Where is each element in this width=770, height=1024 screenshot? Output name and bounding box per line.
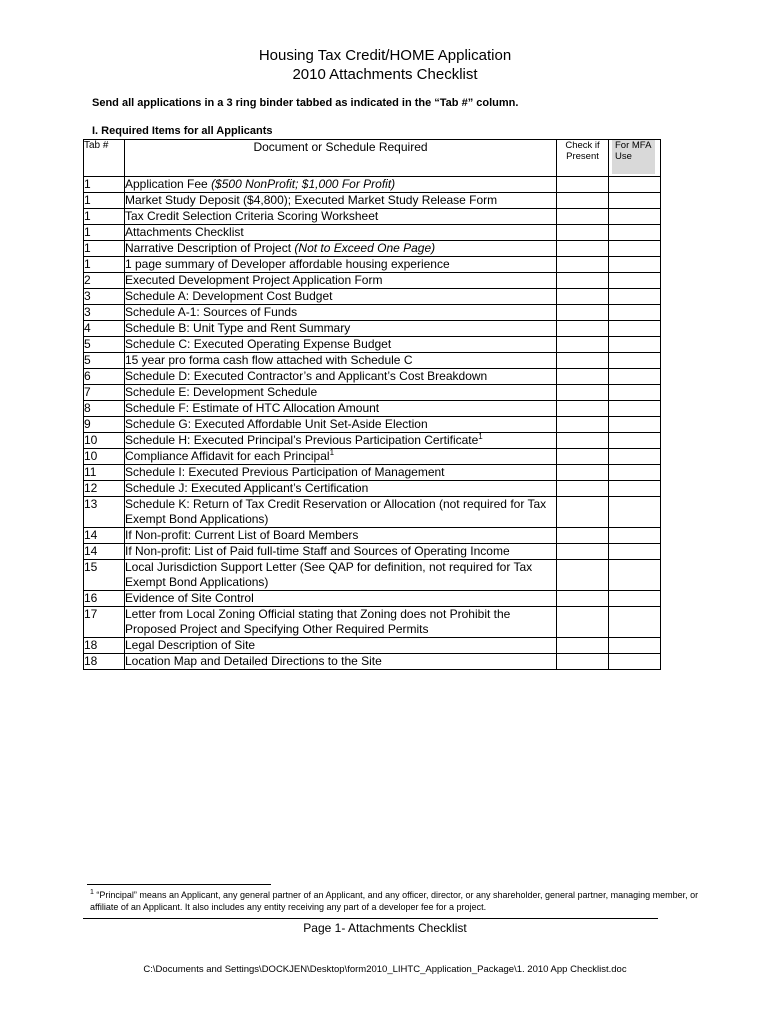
- tab-number: 17: [84, 607, 125, 638]
- table-row: [84, 225, 661, 241]
- mfa-use-cell[interactable]: [609, 321, 661, 337]
- table-row: [84, 465, 661, 481]
- mfa-use-cell[interactable]: [609, 497, 661, 528]
- document-requirement: [125, 497, 557, 528]
- check-if-present-cell[interactable]: [557, 607, 609, 638]
- document-requirement: [125, 481, 557, 497]
- document-requirement: [125, 177, 557, 193]
- table-row: [84, 257, 661, 273]
- document-requirement: [125, 638, 557, 654]
- check-if-present-cell[interactable]: [557, 638, 609, 654]
- mfa-use-cell[interactable]: [609, 273, 661, 289]
- requirement-text: Evidence of Site Control: [125, 591, 254, 605]
- table-row: [84, 321, 661, 337]
- check-if-present-cell[interactable]: [557, 225, 609, 241]
- document-subtitle: 2010 Attachments Checklist: [292, 66, 478, 83]
- table-row: [84, 591, 661, 607]
- mfa-use-cell[interactable]: [609, 353, 661, 369]
- footnote-separator: [87, 884, 271, 885]
- tab-number: 10: [84, 449, 125, 465]
- mfa-use-cell[interactable]: [609, 193, 661, 209]
- section-heading: I. Required Items for all Applicants: [92, 125, 273, 137]
- file-path: C:\Documents and Settings\DOCKJEN\Desktop\form2010_LIHTC_Application_Package\1. 2010 App Checklist.doc: [143, 964, 627, 975]
- document-requirement: [125, 449, 557, 465]
- footnote-reference: 1: [329, 448, 335, 457]
- requirement-text: Schedule C: Executed Operating Expense Budget: [125, 337, 392, 351]
- document-requirement: [125, 257, 557, 273]
- table-row: [84, 497, 661, 528]
- check-if-present-cell[interactable]: [557, 385, 609, 401]
- document-requirement: [125, 433, 557, 449]
- document-requirement: [125, 353, 557, 369]
- table-row: [84, 289, 661, 305]
- mfa-use-cell[interactable]: [609, 385, 661, 401]
- check-if-present-cell[interactable]: [557, 177, 609, 193]
- requirement-note: (Not to Exceed One Page): [294, 241, 436, 255]
- document-column-header: Document or Schedule Required: [125, 140, 557, 177]
- check-if-present-cell[interactable]: [557, 544, 609, 560]
- requirement-text: Attachments Checklist: [125, 225, 244, 239]
- mfa-use-cell[interactable]: [609, 177, 661, 193]
- mfa-use-cell[interactable]: [609, 401, 661, 417]
- mfa-use-cell[interactable]: [609, 257, 661, 273]
- table-row: [84, 401, 661, 417]
- requirement-text: Letter from Local Zoning Official stating that Zoning does not Prohibit the Proposed Project and Specifying Other Required Permits: [125, 607, 511, 636]
- mfa-use-cell[interactable]: [609, 528, 661, 544]
- document-requirement: [125, 544, 557, 560]
- tab-number: 11: [84, 465, 125, 481]
- tab-number: 1: [84, 257, 125, 273]
- table-row: [84, 177, 661, 193]
- mfa-use-cell[interactable]: [609, 591, 661, 607]
- requirement-text: Schedule A-1: Sources of Funds: [125, 305, 298, 319]
- document-requirement: [125, 401, 557, 417]
- tab-number: 1: [84, 193, 125, 209]
- tab-number: 12: [84, 481, 125, 497]
- mfa-use-cell[interactable]: [609, 305, 661, 321]
- check-if-present-cell[interactable]: [557, 369, 609, 385]
- mfa-use-cell[interactable]: [609, 433, 661, 449]
- tab-number: 18: [84, 654, 125, 670]
- tab-number: 2: [84, 273, 125, 289]
- document-requirement: [125, 321, 557, 337]
- document-requirement: [125, 337, 557, 353]
- check-if-present-cell[interactable]: [557, 433, 609, 449]
- table-row: [84, 385, 661, 401]
- requirement-text: Legal Description of Site: [125, 638, 256, 652]
- tab-column-header: Tab #: [84, 140, 125, 177]
- tab-number: 3: [84, 305, 125, 321]
- check-if-present-cell[interactable]: [557, 353, 609, 369]
- requirement-text: Schedule K: Return of Tax Credit Reservation or Allocation (not required for Tax Exempt Bond Applications): [125, 497, 547, 526]
- table-row: [84, 305, 661, 321]
- document-requirement: [125, 417, 557, 433]
- document-requirement: [125, 225, 557, 241]
- requirement-text: Narrative Description of Project: [125, 241, 295, 255]
- requirement-text: Schedule F: Estimate of HTC Allocation Amount: [125, 401, 380, 415]
- requirement-note: ($500 NonProfit; $1,000 For Profit): [211, 177, 396, 191]
- document-requirement: [125, 209, 557, 225]
- requirement-text: Executed Development Project Application Form: [125, 273, 383, 287]
- mfa-use-cell[interactable]: [609, 241, 661, 257]
- table-row: [84, 481, 661, 497]
- table-row: [84, 273, 661, 289]
- table-row: [84, 433, 661, 449]
- check-if-present-cell[interactable]: [557, 654, 609, 670]
- document-requirement: [125, 369, 557, 385]
- requirement-text: 15 year pro forma cash flow attached with Schedule C: [125, 353, 413, 367]
- check-if-present-cell[interactable]: [557, 273, 609, 289]
- table-row: [84, 241, 661, 257]
- check-if-present-cell[interactable]: [557, 497, 609, 528]
- requirement-text: Location Map and Detailed Directions to the Site: [125, 654, 382, 668]
- mfa-use-cell[interactable]: [609, 209, 661, 225]
- table-row: [84, 560, 661, 591]
- mfa-use-cell[interactable]: [609, 607, 661, 638]
- table-row: [84, 353, 661, 369]
- document-requirement: [125, 654, 557, 670]
- principal-footnote: [90, 889, 700, 913]
- tab-number: 1: [84, 209, 125, 225]
- requirement-text: Tax Credit Selection Criteria Scoring Worksheet: [125, 209, 379, 223]
- document-title: Housing Tax Credit/HOME Application: [258, 47, 512, 64]
- tab-number: 13: [84, 497, 125, 528]
- mfa-use-column-header: [609, 140, 661, 177]
- check-if-present-cell[interactable]: [557, 401, 609, 417]
- requirement-text: Schedule H: Executed Principal’s Previous Participation Certificate: [125, 433, 479, 447]
- requirement-text: Schedule D: Executed Contractor’s and Applicant’s Cost Breakdown: [125, 369, 488, 383]
- tab-number: 18: [84, 638, 125, 654]
- mfa-use-cell[interactable]: [609, 449, 661, 465]
- requirement-text: Schedule I: Executed Previous Participation of Management: [125, 465, 445, 479]
- tab-number: 4: [84, 321, 125, 337]
- mfa-use-cell[interactable]: [609, 481, 661, 497]
- table-row: [84, 193, 661, 209]
- tab-number: 6: [84, 369, 125, 385]
- tab-number: 5: [84, 353, 125, 369]
- tab-number: 16: [84, 591, 125, 607]
- mfa-use-cell[interactable]: [609, 544, 661, 560]
- check-if-present-cell[interactable]: [557, 560, 609, 591]
- tab-number: 14: [84, 544, 125, 560]
- check-if-present-cell[interactable]: [557, 257, 609, 273]
- requirement-text: Market Study Deposit ($4,800); Executed Market Study Release Form: [125, 193, 498, 207]
- check-if-present-cell[interactable]: [557, 481, 609, 497]
- check-if-present-cell[interactable]: [557, 465, 609, 481]
- table-row: [84, 449, 661, 465]
- document-requirement: [125, 528, 557, 544]
- document-requirement: [125, 305, 557, 321]
- tab-number: 3: [84, 289, 125, 305]
- tab-number: 5: [84, 337, 125, 353]
- requirement-text: Compliance Affidavit for each Principal: [125, 449, 330, 463]
- footnote-marker: 1: [90, 889, 94, 896]
- document-requirement: [125, 607, 557, 638]
- table-row: [84, 369, 661, 385]
- footnote-text: “Principal” means an Applicant, any general partner of an Applicant, and any officer, director, or any shareholder, general partner, managing member, or affiliate of an Applicant. It also includes any entity receiving any part of a developer fee for a project.: [90, 890, 699, 912]
- table-row: [84, 417, 661, 433]
- mfa-use-label: For MFA Use: [612, 140, 655, 174]
- requirement-text: 1 page summary of Developer affordable housing experience: [125, 257, 450, 271]
- mfa-use-cell[interactable]: [609, 225, 661, 241]
- binder-instruction: Send all applications in a 3 ring binder tabbed as indicated in the “Tab #” column.: [92, 97, 519, 109]
- requirement-text: Schedule E: Development Schedule: [125, 385, 318, 399]
- mfa-use-cell[interactable]: [609, 654, 661, 670]
- tab-number: 1: [84, 177, 125, 193]
- tab-number: 10: [84, 433, 125, 449]
- check-if-present-cell[interactable]: [557, 305, 609, 321]
- check-if-present-cell[interactable]: [557, 289, 609, 305]
- page-label: Page 1- Attachments Checklist: [303, 921, 467, 935]
- tab-number: 8: [84, 401, 125, 417]
- tab-number: 15: [84, 560, 125, 591]
- mfa-use-cell[interactable]: [609, 289, 661, 305]
- check-if-present-cell[interactable]: [557, 449, 609, 465]
- tab-number: 1: [84, 225, 125, 241]
- requirement-text: Schedule J: Executed Applicant’s Certification: [125, 481, 369, 495]
- check-if-present-cell[interactable]: [557, 337, 609, 353]
- check-if-present-cell[interactable]: [557, 321, 609, 337]
- document-requirement: [125, 385, 557, 401]
- table-row: [84, 337, 661, 353]
- mfa-use-cell[interactable]: [609, 638, 661, 654]
- requirement-text: Schedule G: Executed Affordable Unit Set-Aside Election: [125, 417, 428, 431]
- footnote-reference: 1: [478, 432, 483, 441]
- page-rule: [83, 918, 658, 919]
- requirement-text: If Non-profit: List of Paid full-time Staff and Sources of Operating Income: [125, 544, 510, 558]
- mfa-use-cell[interactable]: [609, 337, 661, 353]
- check-if-present-cell[interactable]: [557, 241, 609, 257]
- tab-number: 1: [84, 241, 125, 257]
- table-header-row: [84, 140, 661, 177]
- tab-number: 7: [84, 385, 125, 401]
- document-requirement: [125, 560, 557, 591]
- requirement-text: If Non-profit: Current List of Board Members: [125, 528, 359, 542]
- table-row: [84, 544, 661, 560]
- table-row: [84, 528, 661, 544]
- table-row: [84, 607, 661, 638]
- requirement-text: Local Jurisdiction Support Letter (See QAP for definition, not required for Tax Exempt Bond Applications): [125, 560, 533, 589]
- mfa-use-cell[interactable]: [609, 417, 661, 433]
- requirement-text: Schedule A: Development Cost Budget: [125, 289, 333, 303]
- mfa-use-cell[interactable]: [609, 369, 661, 385]
- mfa-use-cell[interactable]: [609, 465, 661, 481]
- document-requirement: [125, 241, 557, 257]
- table-row: [84, 638, 661, 654]
- document-requirement: [125, 289, 557, 305]
- check-if-present-cell[interactable]: [557, 417, 609, 433]
- check-if-present-cell[interactable]: [557, 209, 609, 225]
- tab-number: 14: [84, 528, 125, 544]
- document-requirement: [125, 273, 557, 289]
- requirement-text: Application Fee: [125, 177, 212, 191]
- table-row: [84, 209, 661, 225]
- mfa-use-cell[interactable]: [609, 560, 661, 591]
- attachments-checklist-table: [83, 139, 661, 670]
- tab-number: 9: [84, 417, 125, 433]
- check-if-present-cell[interactable]: [557, 591, 609, 607]
- requirement-text: Schedule B: Unit Type and Rent Summary: [125, 321, 351, 335]
- document-requirement: [125, 465, 557, 481]
- check-if-present-cell[interactable]: [557, 193, 609, 209]
- checklist-body: [84, 177, 661, 670]
- check-if-present-column-header: Check if Present: [557, 140, 609, 177]
- document-requirement: [125, 591, 557, 607]
- document-requirement: [125, 193, 557, 209]
- check-if-present-cell[interactable]: [557, 528, 609, 544]
- table-row: [84, 654, 661, 670]
